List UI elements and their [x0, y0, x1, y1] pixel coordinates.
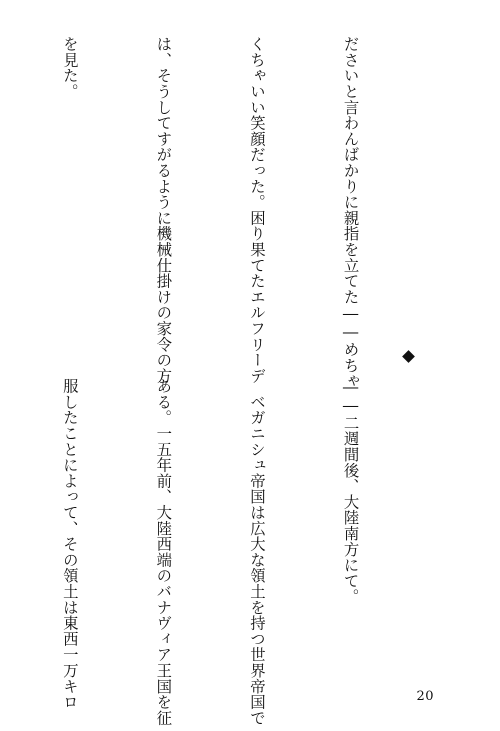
page-number: 20 — [416, 689, 434, 704]
text-line: くちゃいい笑顔だった。困り果てたエルフリーデ — [247, 36, 266, 384]
text-line: は、そうしてすがるように機械仕掛けの家令の方 — [154, 36, 173, 384]
text-line: を見た。 — [60, 36, 79, 100]
text-line: ベガニシュ帝国は広大な領土を持つ世界帝国で — [247, 378, 266, 726]
upper-text-block — [0, 36, 428, 389]
text-line: 服したことによって、その領土は東西一万キロ — [60, 378, 79, 710]
text-line: ある。一五年前、大陸西端のバナヴィア王国を征 — [154, 378, 173, 726]
text-line: ださいと言わんばかりに親指を立てた――めちゃ — [341, 36, 360, 389]
scene-break-diamond-icon — [402, 350, 415, 363]
text-line: ――二週間後、大陸南方にて。 — [341, 378, 360, 605]
